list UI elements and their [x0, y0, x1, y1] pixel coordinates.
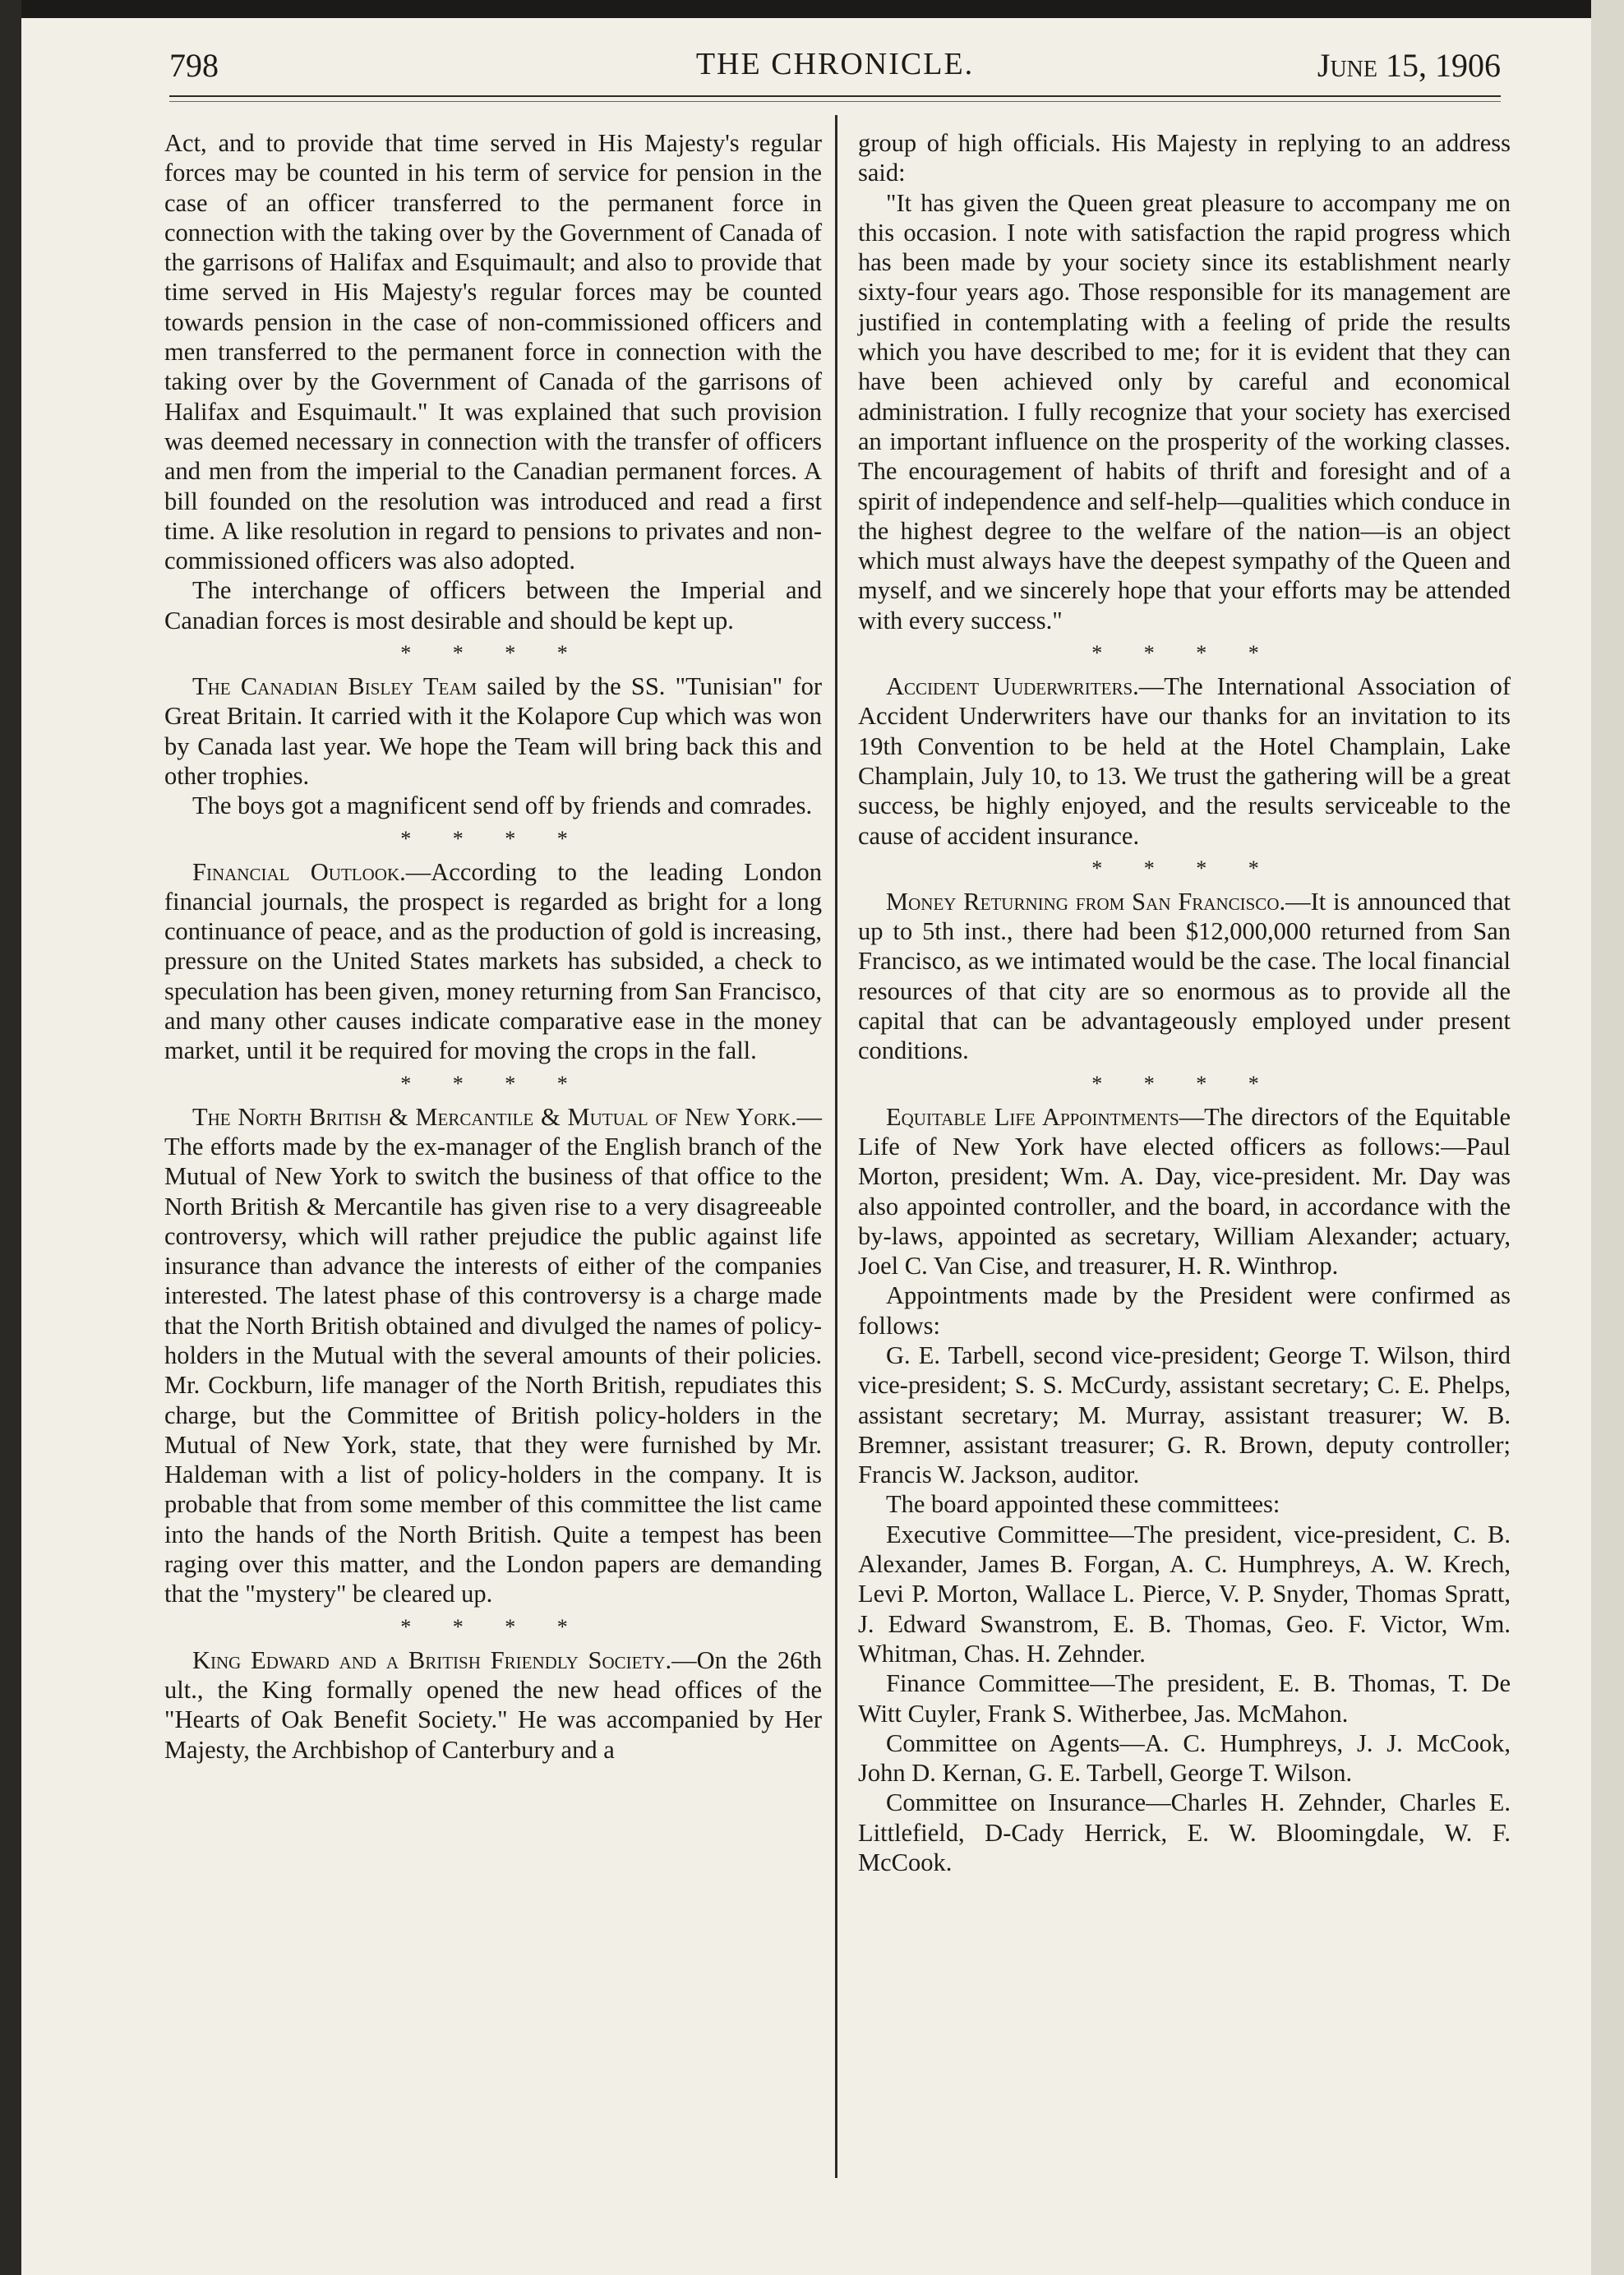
- section-separator: * * * *: [400, 826, 586, 851]
- page-header: [169, 43, 1501, 92]
- article-king-edward: [164, 1645, 822, 1765]
- page-number: 798: [169, 47, 219, 84]
- article-paragraph: G. E. Tarbell, second vice-president; George T. Wilson, third vice-president; S. S. McCurdy, assistant secretary; C. E. Phelps, assistant secretary; M. Murray, assistant treasurer; W. B. Bremner, assistant treasurer; G. R. Brown, deputy controller; Francis W. Jackson, auditor.: [858, 1341, 1511, 1489]
- article-heading: Accident Uuderwriters.: [886, 672, 1139, 701]
- article-financial-outlook: [164, 857, 822, 1066]
- scan-border-right: [1591, 0, 1624, 2275]
- section-separator: * * * *: [400, 641, 586, 666]
- article-text: —On the 26th ult., the King formally opened the new head offices of the "Hearts of Oak Benefit Society." He was accompanied by Her Majesty, the Archbishop of Canterbury and a: [164, 1645, 822, 1764]
- article-north-british: [164, 1102, 822, 1609]
- article-paragraph: The boys got a magnificent send off by friends and comrades.: [192, 791, 813, 820]
- article-heading: Equitable Life Appointments: [886, 1102, 1179, 1131]
- section-separator: * * * *: [1091, 1071, 1277, 1096]
- article-paragraph: Appointments made by the President were confirmed as follows:: [858, 1281, 1511, 1340]
- article-money-returning: [858, 887, 1511, 1066]
- article-paragraph: The interchange of officers between the Imperial and Canadian forces is most desirable and should be kept up.: [164, 576, 822, 635]
- right-column: [858, 128, 1511, 1877]
- issue-date: June 15, 1906: [1317, 47, 1501, 84]
- section-separator: * * * *: [1091, 641, 1277, 666]
- article-heading: Financial Outlook.: [192, 857, 406, 886]
- section-separator: * * * *: [400, 1071, 586, 1096]
- article-heading: Money Returning from San Francisco.: [886, 887, 1286, 916]
- article-equitable-life: [858, 1102, 1511, 1281]
- article-text: —It is announced that up to 5th inst., there had been $12,000,000 returned from San Francisco, as we intimated would be the case. The local financial resources of that city are so enormous as to provide all the capital that can be advantageously employed under present conditions.: [858, 887, 1511, 1065]
- left-column: [164, 128, 822, 1765]
- article-heading: King Edward and a British Friendly Society.: [192, 1645, 672, 1674]
- agents-committee: Committee on Agents—A. C. Humphreys, J. J. McCook, John D. Kernan, G. E. Tarbell, George T. Wilson.: [858, 1728, 1511, 1788]
- header-rule: [169, 95, 1501, 97]
- article-text: —The International Association of Accident Underwriters have our thanks for an invitation to its 19th Convention to be held at the Hotel Champlain, Lake Champlain, July 10, to 13. We trust the gathering will be a great success, be highly enjoyed, and the results serviceable to the cause of accident insurance.: [858, 672, 1511, 850]
- article-paragraph: The board appointed these committees:: [886, 1490, 1280, 1519]
- article-heading: The North British & Mercantile & Mutual of New York.: [192, 1102, 797, 1131]
- executive-committee: Executive Committee—The president, vice-president, C. B. Alexander, James B. Forgan, A. C. Humphreys, A. W. Krech, Levi P. Morton, Wallace L. Pierce, V. P. Snyder, Thomas Spratt, J. Edward Swanstrom, E. B. Thomas, Geo. F. Victor, Wm. Whitman, Chas. H. Zehnder.: [858, 1520, 1511, 1668]
- running-title: THE CHRONICLE.: [695, 47, 975, 81]
- article-accident-underwriters: [858, 671, 1511, 851]
- header-rule-thin: [169, 101, 1501, 102]
- section-separator: * * * *: [400, 1614, 586, 1639]
- article-text: —The efforts made by the ex-manager of the English branch of the Mutual of New York to switch the business of that office to the North British & Mercantile has given rise to a very disagreeable controversy, which will rather prejudice the public against life insurance than advance the interests of either of the companies interested. The latest phase of this controversy is a charge made that the North British obtained and divulged the names of policy-holders in the Mutual with the several amounts of their policies. Mr. Cockburn, life manager of the North British, repudiates this charge, but the Committee of British policy-holders in the Mutual of New York, state, that they were furnished by Mr. Haldeman with a list of policy-holders in the company. It is probable that from some member of this committee the list came into the hands of the North British. Quite a tempest has been raging over this matter, and the London papers are demanding that the "mystery" be cleared up.: [164, 1102, 822, 1608]
- article-paragraph: Act, and to provide that time served in His Majesty's regular forces may be counted in his term of service for pension in the case of an officer transferred to the permanent force in connection with the taking over by the Government of Canada of the garrisons of Halifax and Esquimault; and also to provide that time served in His Majesty's regular forces may be counted towards pension in the case of non-commissioned officers and men transferred to the permanent force in connection with the taking over by the Government of Canada of the garrisons of Halifax and Esquimault." It was explained that such provision was deemed necessary in connection with the transfer of officers and men from the imperial to the Canadian permanent forces. A bill founded on the resolution was introduced and read a first time. A like resolution in regard to pensions to privates and non-commissioned officers was also adopted.: [164, 129, 822, 575]
- column-divider: [835, 115, 837, 2178]
- article-bisley-team: [164, 671, 822, 791]
- scan-border-top: [0, 0, 1624, 18]
- article-text: sailed by the SS. "Tunisian" for Great Britain. It carried with it the Kolapore Cup which was won by Canada last year. We hope the Team will bring back this and other trophies.: [164, 672, 822, 790]
- scan-border-left: [0, 0, 21, 2275]
- article-paragraph: group of high officials. His Majesty in replying to an address said:: [858, 129, 1511, 187]
- article-heading: The Canadian Bisley Team: [192, 672, 478, 701]
- article-text: —The directors of the Equitable Life of New York have elected officers as follows:—Paul Morton, president; Wm. A. Day, vice-president. Mr. Day was also appointed controller, and the board, in accordance with the by-laws, appointed as secretary, William Alexander; actuary, Joel C. Van Cise, and treasurer, H. R. Winthrop.: [858, 1102, 1511, 1281]
- article-text: —According to the leading London financial journals, the prospect is regarded as bright for a long continuance of peace, and as the production of gold is increasing, pressure on the United States markets has subsided, a check to speculation has been given, money returning from San Francisco, and many other causes indicate comparative ease in the money market, until it be required for moving the crops in the fall.: [164, 857, 822, 1065]
- insurance-committee: Committee on Insurance—Charles H. Zehnder, Charles E. Littlefield, D-Cady Herrick, E. W. Bloomingdale, W. F. McCook.: [858, 1788, 1511, 1877]
- finance-committee: Finance Committee—The president, E. B. Thomas, T. De Witt Cuyler, Frank S. Witherbee, Jas. McMahon.: [858, 1669, 1511, 1728]
- kings-address-quote: "It has given the Queen great pleasure to accompany me on this occasion. I note with satisfaction the rapid progress which has been made by your society since its establishment nearly sixty-four years ago. Those responsible for its management are justified in contemplating with a feeling of pride the results which you have described to me; for it is evident that they can have been achieved only by careful and economical administration. I fully recognize that your society has exercised an important influence on the prosperity of the working classes. The encouragement of habits of thrift and foresight and of a spirit of independence and self-help—qualities which conduce in the highest degree to the welfare of the nation—is an object which must always have the deepest sympathy of the Queen and myself, and we sincerely hope that your efforts may be attended with every success.": [858, 188, 1511, 635]
- section-separator: * * * *: [1091, 856, 1277, 880]
